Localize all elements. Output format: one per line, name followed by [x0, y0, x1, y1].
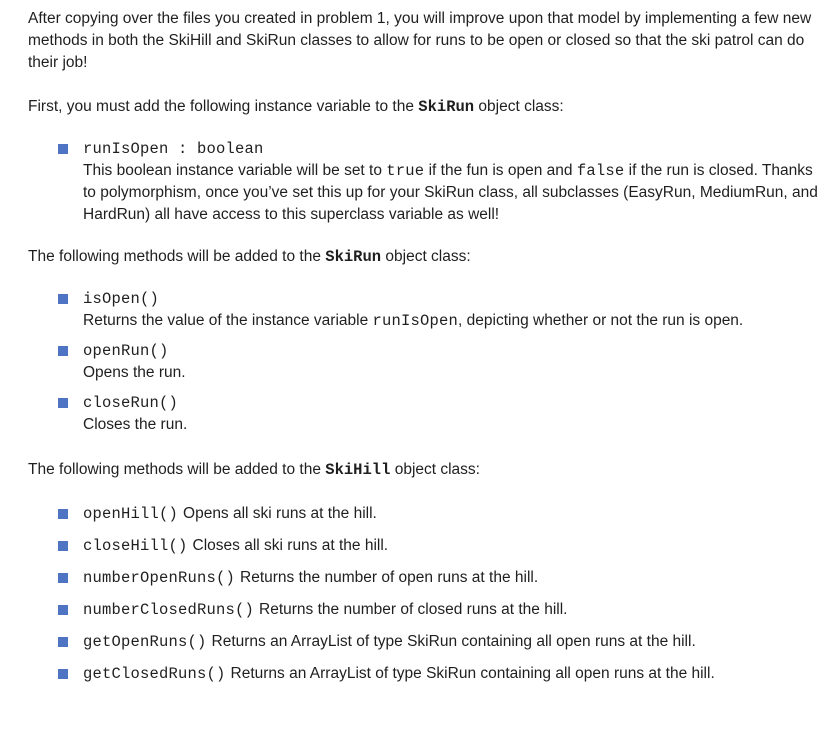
method-item-isopen [28, 288, 818, 332]
skirun-methods-intro-text: The following methods will be added to the [28, 248, 326, 265]
document [28, 8, 818, 695]
method-description: Opens all ski runs at the hill. [183, 505, 377, 522]
square-bullet-icon [58, 669, 68, 679]
method-desc-suffix: , depicting whether or not the run is open. [458, 312, 744, 329]
method-item-closerun [28, 392, 818, 436]
skihill-method-list [28, 503, 818, 695]
skihill-methods-intro-suffix: object class: [390, 461, 480, 478]
field-desc-text-2: if the fun is open and [424, 162, 577, 179]
method-signature: closeHill() [83, 537, 188, 555]
field-desc-text-3: if the run is closed. Thanks to polymorphism, once you’ve set this up for your SkiRun class, all subclasses (EasyRun, MediumRun, and HardRun) all have access to this superclass variable as well! [83, 162, 818, 223]
method-signature: getOpenRuns() [83, 633, 207, 651]
list-item [28, 599, 818, 631]
method-signature: numberClosedRuns() [83, 601, 255, 619]
skihill-methods-intro [28, 459, 818, 481]
skirun-class-name: SkiRun [418, 98, 475, 116]
method-description [83, 310, 818, 332]
square-bullet-icon [58, 398, 68, 408]
instance-intro-suffix: object class: [474, 98, 564, 115]
list-item [28, 631, 818, 663]
field-desc-text-1: This boolean instance variable will be set to [83, 162, 387, 179]
code-true: true [386, 162, 425, 180]
method-description: Returns an ArrayList of type SkiRun containing all open runs at the hill. [230, 665, 715, 682]
square-bullet-icon [58, 144, 68, 154]
square-bullet-icon [58, 573, 68, 583]
method-desc-text: Returns the value of the instance variable [83, 312, 373, 329]
code-false: false [576, 162, 625, 180]
square-bullet-icon [58, 541, 68, 551]
skirun-methods-intro-suffix: object class: [381, 248, 471, 265]
method-description: Closes the run. [83, 416, 188, 433]
list-item [28, 535, 818, 567]
method-signature: isOpen() [83, 290, 160, 308]
method-description: Closes all ski runs at the hill. [192, 537, 389, 554]
code-runisopen: runIsOpen [372, 312, 459, 330]
list-item [28, 503, 818, 535]
field-item [28, 138, 818, 226]
method-item-openrun [28, 340, 818, 384]
skihill-class-name: SkiHill [325, 461, 391, 479]
instance-variable-intro [28, 96, 818, 118]
skirun-methods-intro [28, 246, 818, 268]
square-bullet-icon [58, 346, 68, 356]
method-signature: getClosedRuns() [83, 665, 226, 683]
square-bullet-icon [58, 294, 68, 304]
square-bullet-icon [58, 637, 68, 647]
method-description: Returns the number of closed runs at the hill. [259, 601, 568, 618]
square-bullet-icon [58, 509, 68, 519]
method-description: Returns the number of open runs at the hill. [240, 569, 539, 586]
skirun-class-name: SkiRun [325, 248, 382, 266]
method-signature: closeRun() [83, 394, 179, 412]
field-description [83, 160, 818, 226]
square-bullet-icon [58, 605, 68, 615]
field-signature: runIsOpen : boolean [83, 140, 264, 158]
method-signature: numberOpenRuns() [83, 569, 236, 587]
method-signature: openHill() [83, 505, 179, 523]
method-description: Opens the run. [83, 364, 186, 381]
method-signature: openRun() [83, 342, 169, 360]
list-item [28, 663, 818, 695]
intro-paragraph: After copying over the files you created in problem 1, you will improve upon that model by implementing a few new methods in both the SkiHill and SkiRun classes to allow for runs to be open or closed so that the ski patrol can do their job! [28, 10, 812, 71]
method-description: Returns an ArrayList of type SkiRun containing all open runs at the hill. [211, 633, 696, 650]
list-item [28, 567, 818, 599]
instance-intro-text: First, you must add the following instance variable to the [28, 98, 419, 115]
skihill-methods-intro-text: The following methods will be added to the [28, 461, 326, 478]
